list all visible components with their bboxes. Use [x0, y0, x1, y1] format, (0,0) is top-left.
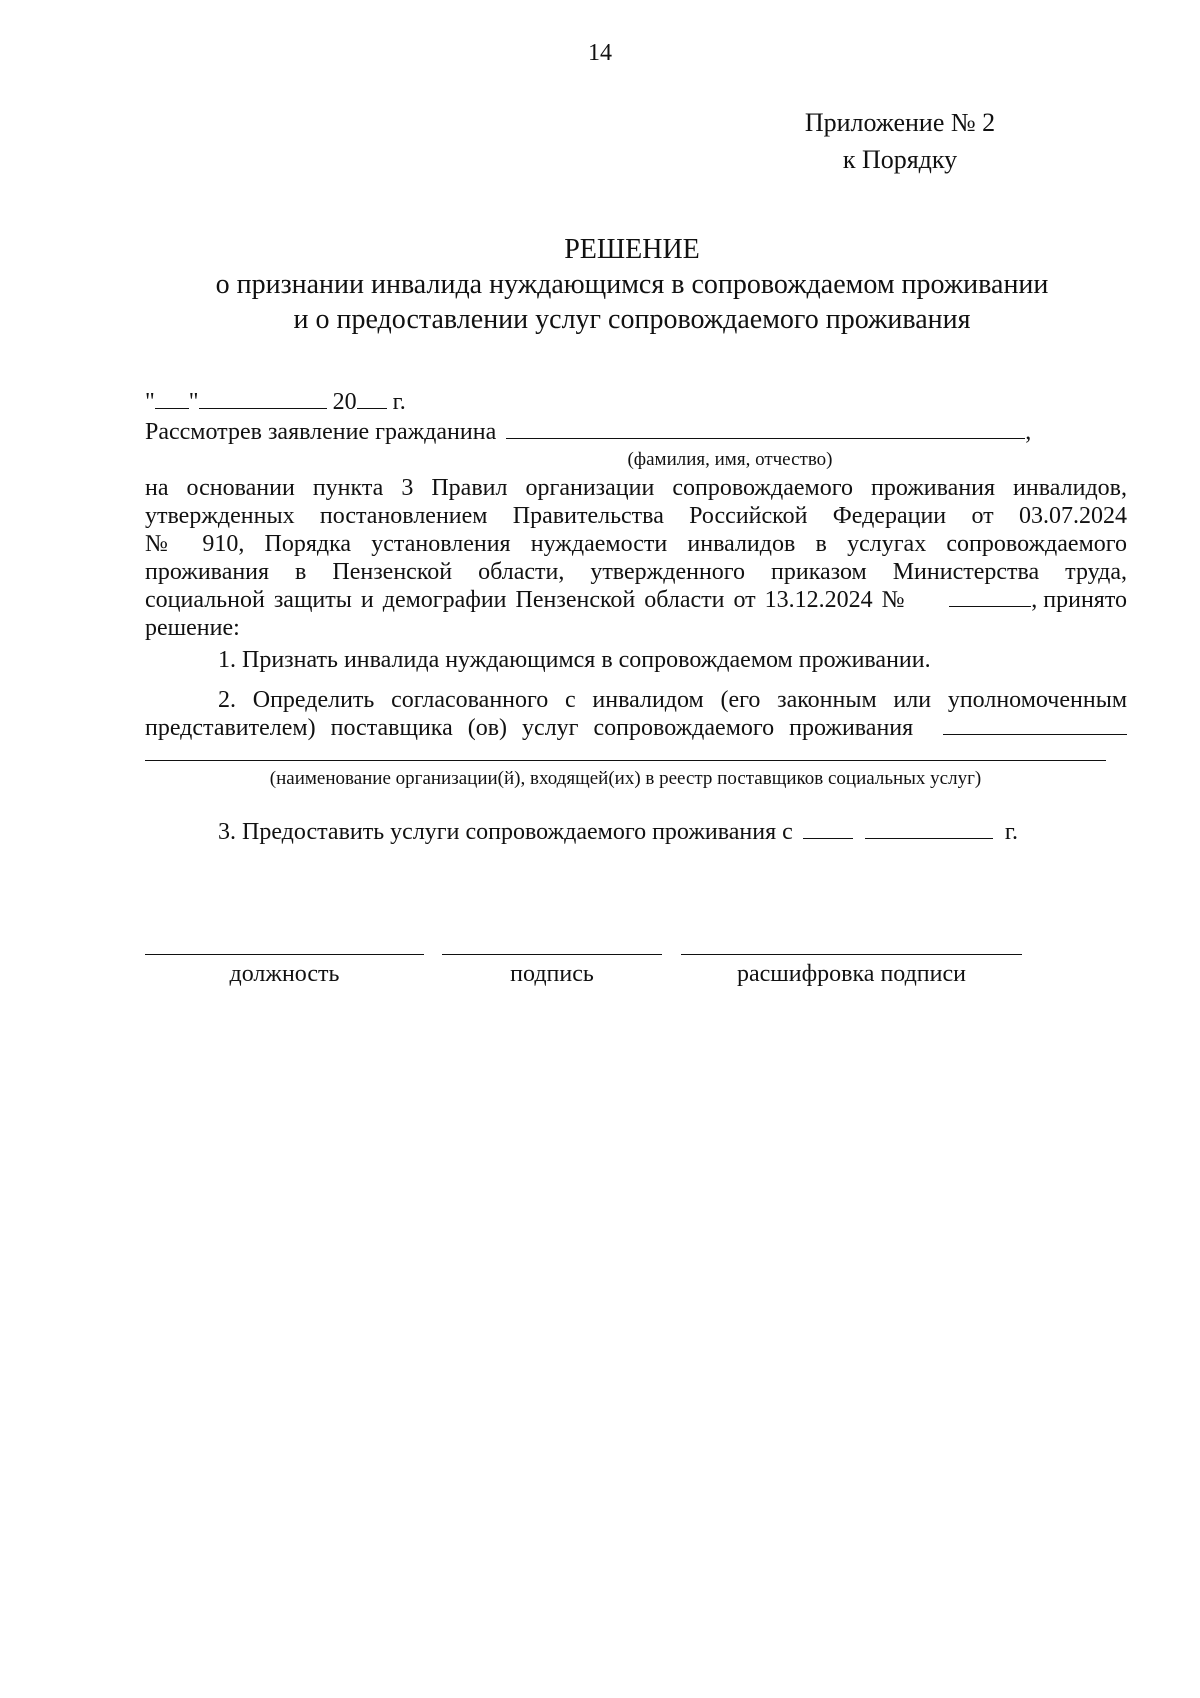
- title-heading: РЕШЕНИЕ: [564, 234, 700, 265]
- appendix-line-1: Приложение № 2: [804, 108, 996, 137]
- applicant-label: Рассмотрев заявление гражданина: [145, 419, 497, 445]
- appendix-line-2: к Порядку: [842, 145, 958, 174]
- document-title: [0, 232, 1200, 337]
- provider-caption: (наименование организации(й), входящей(их) в реестр поставщиков социальных услуг): [269, 768, 982, 789]
- appendix-reference: [770, 104, 1030, 178]
- applicant-name-blank[interactable]: [506, 418, 1025, 439]
- date-line: [145, 388, 406, 416]
- date-year-suffix: г.: [386, 389, 406, 415]
- basis-line-4-text: проживания в Пензенской области, утвержденного приказом Министерства труда,: [145, 559, 1127, 585]
- date-year-blank[interactable]: [357, 388, 387, 409]
- signature-line[interactable]: [442, 954, 662, 955]
- position-signature-line[interactable]: [145, 954, 424, 955]
- basis-line-4: [145, 558, 1127, 586]
- date-day-blank[interactable]: [155, 388, 189, 409]
- basis-line-1: [145, 474, 1127, 502]
- basis-line-2-text: утвержденных постановлением Правительства Российской Федерации от 03.07.2024: [145, 503, 1127, 529]
- position-label: должность: [229, 961, 340, 987]
- applicant-trailing-comma: ,: [1025, 419, 1032, 445]
- basis-line-2: [145, 502, 1127, 530]
- decision-item-2-line-2: [145, 714, 1127, 742]
- basis-line-5: [145, 586, 1127, 614]
- decoding-label: расшифровка подписи: [736, 961, 966, 987]
- start-day-blank[interactable]: [803, 818, 853, 839]
- date-year-prefix: 20: [326, 389, 357, 415]
- basis-line-3: [145, 530, 1127, 558]
- page-number: 14: [588, 40, 612, 66]
- applicant-caption: (фамилия, имя, отчество): [627, 449, 833, 470]
- date-quote-close: ": [188, 389, 199, 415]
- order-number-blank[interactable]: [949, 586, 1031, 607]
- basis-line-5-tail: , принято: [1031, 587, 1127, 613]
- decision-item-2-line-1-text: 2. Определить согласованного с инвалидом (его законным или уполномоченным: [218, 687, 1127, 713]
- applicant-line: [145, 418, 1031, 446]
- basis-line-6: решение:: [145, 615, 240, 641]
- decision-item-2-line-2-text: представителем) поставщика (ов) услуг сопровождаемого проживания: [145, 715, 914, 741]
- basis-line-3-text: № 910, Порядка установления нуждаемости инвалидов в услугах сопровождаемого: [145, 531, 1127, 557]
- provider-blank-1[interactable]: [943, 714, 1127, 735]
- basis-line-1-text: на основании пункта 3 Правил организации сопровождаемого проживания инвалидов,: [145, 475, 1127, 501]
- signature-label: подпись: [510, 961, 594, 987]
- start-month-blank[interactable]: [865, 818, 993, 839]
- title-subtitle-1: о признании инвалида нуждающимся в сопровождаемом проживании: [215, 269, 1049, 300]
- decoding-signature-line[interactable]: [681, 954, 1022, 955]
- basis-line-5-text: социальной защиты и демографии Пензенской области от 13.12.2024 №: [145, 587, 905, 613]
- title-subtitle-2: и о предоставлении услуг сопровождаемого проживания: [293, 304, 971, 335]
- decision-item-3-suffix: г.: [1004, 819, 1018, 845]
- decision-item-3: [218, 818, 1018, 846]
- decision-item-2-line-1: [218, 686, 1127, 714]
- provider-blank-2[interactable]: [145, 760, 1106, 761]
- basis-line-5-end: [943, 586, 1127, 614]
- date-quote-open: ": [145, 389, 155, 415]
- decision-item-3-text: 3. Предоставить услуги сопровождаемого проживания с: [218, 819, 793, 845]
- decision-item-1: 1. Признать инвалида нуждающимся в сопровождаемом проживании.: [218, 647, 931, 673]
- date-month-blank[interactable]: [199, 388, 327, 409]
